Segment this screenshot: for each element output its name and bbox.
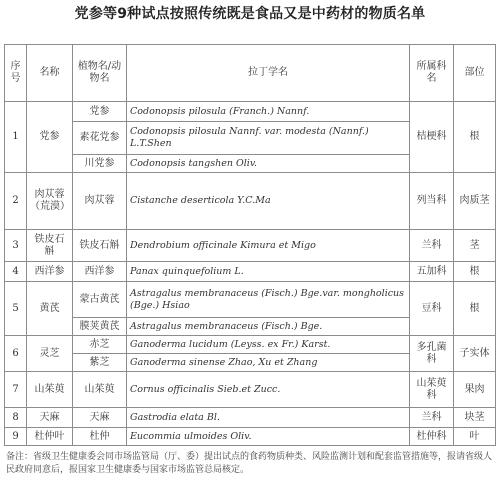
family-name: 山茱萸科 xyxy=(410,372,454,408)
source-name: 铁皮石斛 xyxy=(73,230,127,262)
latin-name: Codonopsis pilosula (Franch.) Nannf. xyxy=(127,102,410,122)
source-name: 蒙古黄芪 xyxy=(73,282,127,318)
table-row xyxy=(5,408,496,428)
table-header-row xyxy=(5,45,496,102)
family-name: 五加科 xyxy=(410,262,454,282)
header-no: 序号 xyxy=(5,45,27,102)
header-source: 植物名/动物名 xyxy=(73,45,127,102)
substance-name: 西洋参 xyxy=(27,262,73,282)
substance-name: 党参 xyxy=(27,102,73,173)
source-name: 赤芝 xyxy=(73,336,127,354)
family-name: 多孔菌科 xyxy=(410,336,454,372)
substance-table xyxy=(4,44,496,446)
source-name: 肉苁蓉 xyxy=(73,173,127,230)
source-name: 山茱萸 xyxy=(73,372,127,408)
used-part: 肉质茎 xyxy=(454,173,496,230)
row-number: 3 xyxy=(5,230,27,262)
table-row xyxy=(5,428,496,446)
table-row xyxy=(5,372,496,408)
latin-name: Astragalus membranaceus (Fisch.) Bge.var. mongholicus (Bge.) Hsiao xyxy=(127,282,410,318)
table-row xyxy=(5,336,496,354)
row-number: 4 xyxy=(5,262,27,282)
header-part: 部位 xyxy=(454,45,496,102)
row-number: 8 xyxy=(5,408,27,428)
used-part: 块茎 xyxy=(454,408,496,428)
used-part: 叶 xyxy=(454,428,496,446)
table-row xyxy=(5,102,496,122)
table-row xyxy=(5,282,496,318)
header-name: 名称 xyxy=(27,45,73,102)
used-part: 子实体 xyxy=(454,336,496,372)
source-name: 川党参 xyxy=(73,155,127,173)
row-number: 9 xyxy=(5,428,27,446)
table-body xyxy=(5,102,496,446)
source-name: 西洋参 xyxy=(73,262,127,282)
source-name: 膜荚黄芪 xyxy=(73,318,127,336)
source-name: 紫芝 xyxy=(73,354,127,372)
family-name: 兰科 xyxy=(410,230,454,262)
used-part: 根 xyxy=(454,102,496,173)
latin-name: Gastrodia elata Bl. xyxy=(127,408,410,428)
latin-name: Ganoderma sinense Zhao, Xu et Zhang xyxy=(127,354,410,372)
table-row xyxy=(5,230,496,262)
substance-name: 杜仲叶 xyxy=(27,428,73,446)
substance-name: 灵芝 xyxy=(27,336,73,372)
row-number: 6 xyxy=(5,336,27,372)
used-part: 茎 xyxy=(454,230,496,262)
substance-name: 黄芪 xyxy=(27,282,73,336)
source-name: 素花党参 xyxy=(73,122,127,155)
source-name: 杜仲 xyxy=(73,428,127,446)
family-name: 杜仲科 xyxy=(410,428,454,446)
document-title: 党参等9种试点按照传统既是食品又是中药材的物质名单 xyxy=(74,6,426,22)
row-number: 2 xyxy=(5,173,27,230)
latin-name: Ganoderma lucidum (Leyss. ex Fr.) Karst. xyxy=(127,336,410,354)
latin-name: Cistanche deserticola Y.C.Ma xyxy=(127,173,410,230)
family-name: 兰科 xyxy=(410,408,454,428)
latin-name: Panax quinquefolium L. xyxy=(127,262,410,282)
latin-name: Eucommia ulmoides Oliv. xyxy=(127,428,410,446)
footnote: 备注：省级卫生健康委会同市场监管局（厅、委）提出试点的食药物质种类、风险监测计划和配套监管措施等，报请省级人民政府同意后，报国家卫生健康委与国家市场监管总局核定。 xyxy=(6,452,493,475)
latin-name: Dendrobium officinale Kimura et Migo xyxy=(127,230,410,262)
family-name: 列当科 xyxy=(410,173,454,230)
substance-name: 铁皮石斛 xyxy=(27,230,73,262)
row-number: 1 xyxy=(5,102,27,173)
latin-name: Codonopsis tangshen Oliv. xyxy=(127,155,410,173)
header-family: 所属科名 xyxy=(410,45,454,102)
latin-name: Codonopsis pilosula Nannf. var. modesta (Nannf.) L.T.Shen xyxy=(127,122,410,155)
used-part: 果肉 xyxy=(454,372,496,408)
family-name: 桔梗科 xyxy=(410,102,454,173)
family-name: 豆科 xyxy=(410,282,454,336)
source-name: 党参 xyxy=(73,102,127,122)
substance-name: 天麻 xyxy=(27,408,73,428)
table-row xyxy=(5,173,496,230)
substance-name: 肉苁蓉（荒漠） xyxy=(27,173,73,230)
used-part: 根 xyxy=(454,282,496,336)
row-number: 7 xyxy=(5,372,27,408)
latin-name: Cornus officinalis Sieb.et Zucc. xyxy=(127,372,410,408)
latin-name: Astragalus membranaceus (Fisch.) Bge. xyxy=(127,318,410,336)
table-row xyxy=(5,262,496,282)
source-name: 天麻 xyxy=(73,408,127,428)
substance-name: 山茱萸 xyxy=(27,372,73,408)
header-latin: 拉丁学名 xyxy=(127,45,410,102)
row-number: 5 xyxy=(5,282,27,336)
used-part: 根 xyxy=(454,262,496,282)
